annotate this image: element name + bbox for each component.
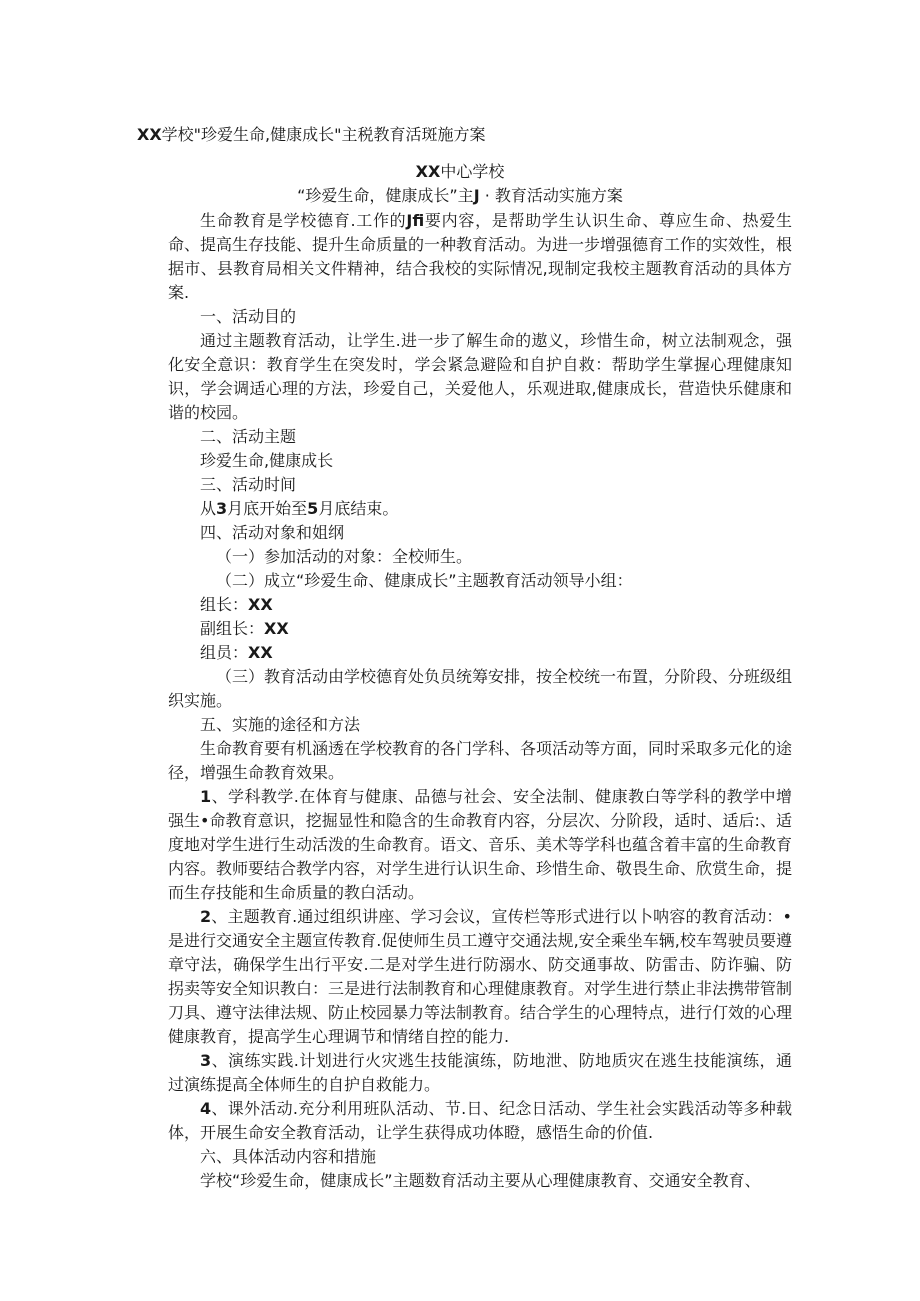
leader-value: XX [248,595,273,614]
member-value: XX [248,643,273,662]
school-prefix: XX [415,162,441,181]
title-bold: J [473,186,480,205]
intro-paragraph [168,209,792,305]
method-4-num: 4 [200,1099,212,1118]
header-text: 学校"珍爱生命,健康成长"主税教育活斑施方案 [161,125,486,144]
section-3-text [168,497,792,521]
section-4-item-2: （二）成立“珍爱生命、健康成长”主题教育活动领导小组： [216,571,633,590]
document-header [137,124,485,146]
section-4-item-1: （一）参加活动的对象：全校师生。 [216,547,473,566]
section-heading-3: 三、活动时间 [200,475,297,494]
s3-c: 月底结束。 [318,499,399,518]
method-2-num: 2 [200,907,212,926]
method-2-text: 、主题教育.通过组织讲座、学习会议，宣传栏等形式进行以卜呐容的教育活动：•是进行交通安全主题宣传教育.促使师生员工遵守交通法规,安全乘坐车辆,校车驾驶员要遵章守法，确保学生出行平安.二是对学生进行防溺水、防交通事故、防雷击、防诈骗、防拐卖等安全知识教白：三是进行法制教育和心理健康教育。对学生进行禁止非法携带管制刀具、遵守法律法规、防止校园暴力等法制教育。结合学生的心理特点，进行仃效的心理健康教育，提高学生心理调节和情绪自控的能力. [168,907,793,1046]
document-title [0,184,920,208]
title-block [0,160,920,208]
leader-label: 组长： [200,595,249,614]
title-text: “珍爱生命，健康成长”主 [297,186,474,205]
intro-part-a: 生命教育是学校德育.工作的 [200,211,407,230]
method-1-num: 1 [200,787,212,806]
header-prefix: XX [137,125,162,144]
document-body [168,209,792,1193]
member-line [168,641,792,665]
method-3-text: 、演练实践.计划进行火灾逃生技能演练，防地泄、防地质灾在逃生技能演练，通过演练提高全体师生的自护自救能力。 [168,1051,792,1094]
school-name [0,160,920,184]
deputy-label: 副组长： [200,619,265,638]
section-heading-2: 二、活动主题 [200,427,297,446]
section-6-text: 学校“珍爱生命，健康成长”主题数育活动主要从心理健康教育、交通安全教育、 [200,1171,761,1190]
method-1 [168,785,792,905]
method-3-num: 3 [200,1051,212,1070]
s3-n2: 5 [307,499,319,518]
section-5-intro: 生命教育要有机涵透在学校教育的各门学科、各项活动等方面，同时采取多元化的途径，增强生命教育效果。 [168,739,793,782]
method-4 [168,1097,792,1145]
leader-line [168,593,792,617]
section-4-item-3: （三）教育活动由学校德育处负员统筹安排，按全校统一布置，分阶段、分班级组织实施。 [168,667,793,710]
title-rest: · 教育活动实施方案 [479,186,623,205]
section-2-text: 珍爱生命,健康成长 [200,451,334,470]
deputy-line [168,617,792,641]
method-2 [168,905,792,1049]
s3-n1: 3 [216,499,228,518]
deputy-value: XX [264,619,289,638]
section-heading-1: 一、活动目的 [200,307,297,326]
s3-a: 从 [200,499,217,518]
section-heading-6: 六、具体活动内容和措施 [200,1147,377,1166]
intro-part-b: 要内容，是帮助学生认识生命、尊应生命、热爱生命、提高生存技能、提升生命质量的一种教育活动。为进一步增强德育工作的实效性，根据市、县教育局相关文件精神，结合我校的实际情况,现制定我校主题教育活动的具体方案. [168,211,793,302]
intro-bold: Jfi [406,211,425,230]
school-text: 中心学校 [440,162,505,181]
section-heading-4: 四、活动对象和姐纲 [200,523,345,542]
method-1-text: 、学科教学.在体育与健康、品德与社会、安全法制、健康教白等学科的教学中增强生•命教育意识，挖掘显性和隐含的生命教育内容，分层次、分阶段，适时、适后:、适度地对学生进行生动活泼的生命教育。语文、音乐、美术等学科也蕴含着丰富的生命教育内容。教师要结合教学内容，对学生进行认识生命、珍惜生命、敬畏生命、欣赏生命，提而生存技能和生命质量的教白活动。 [168,787,793,902]
method-4-text: 、课外活动.充分利用班队活动、节.日、纪念日活动、学生社会实践活动等多种载体，开展生命安全教育活动，让学生获得成功体瞪，感悟生命的价值. [168,1099,792,1142]
method-3 [168,1049,792,1097]
section-1-text: 通过主题教育活动，让学生.进一步了解生命的遨义，珍惜生命，树立法制观念，强化安全意识：教育学生在突发时，学会紧急避险和自护自救：帮助学生掌握心理健康知识，学会调适心理的方法，珍爱自己，关爱他人，乐观进取,健康成长，营造快乐健康和谐的校园。 [168,331,792,422]
member-label: 组员： [200,643,249,662]
s3-b: 月底开始至 [227,499,308,518]
section-heading-5: 五、实施的途径和方法 [200,715,361,734]
